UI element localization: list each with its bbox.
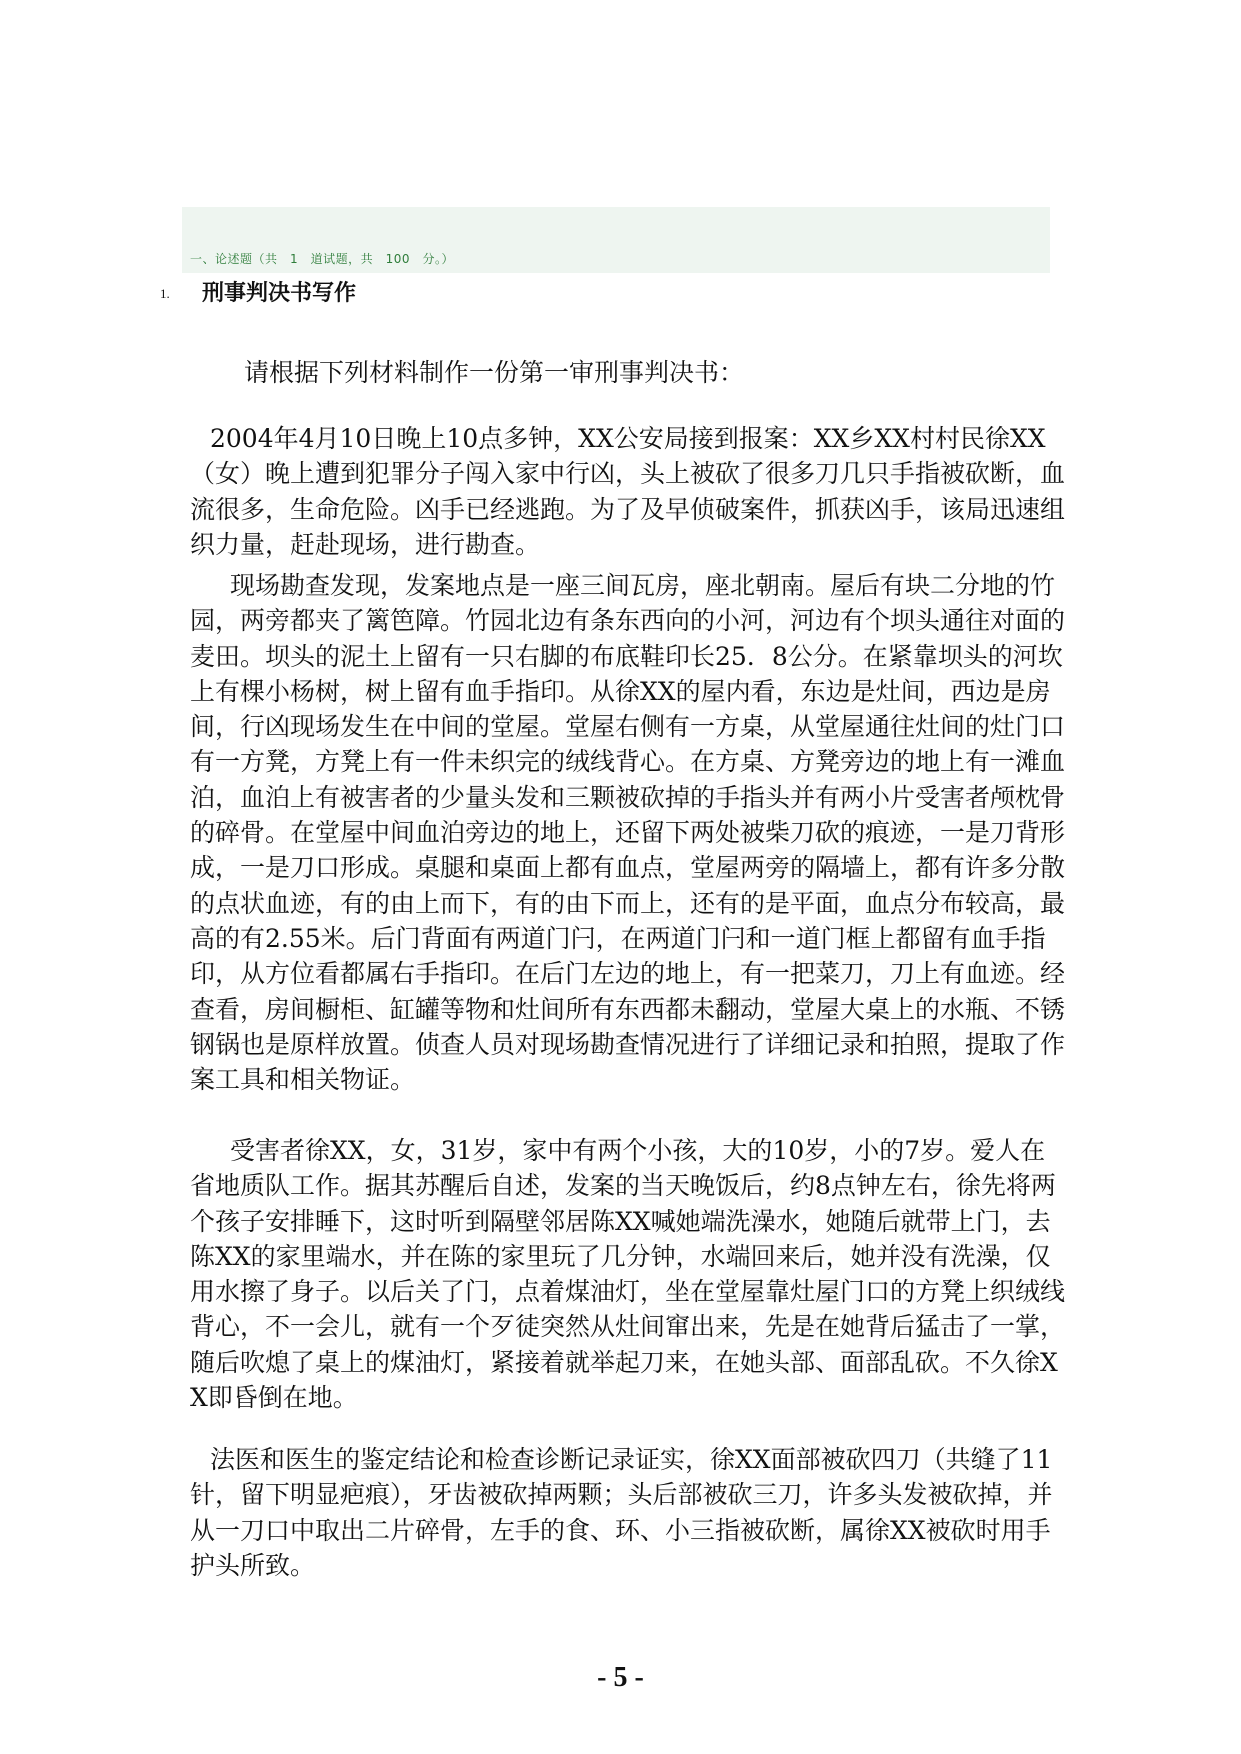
paragraph-scene-investigation: 现场勘查发现，发案地点是一座三间瓦房，座北朝南。屋后有块二分地的竹园，两旁都夹了篱笆障。竹园北边有条东西向的小河，河边有个坝头通往对面的麦田。坝头的泥土上留有一只右脚的布底鞋印长25．8公分。在紧靠坝头的河坎上有棵小杨树，树上留有血手指印。从徐XX的屋内看，东边是灶间，西边是房间，行凶现场发生在中间的堂屋。堂屋右侧有一方桌，从堂屋通往灶间的灶门口有一方凳，方凳上有一件未织完的绒线背心。在方桌、方凳旁边的地上有一滩血泊，血泊上有被害者的少量头发和三颗被砍掉的手指头并有两小片受害者颅枕骨的碎骨。在堂屋中间血泊旁边的地上，还留下两处被柴刀砍的痕迹，一是刀背形成，一是刀口形成。桌腿和桌面上都有血点，堂屋两旁的隔墙上，都有许多分散的点状血迹，有的由上而下，有的由下而上，还有的是平面，血点分布较高，最高的有2.55米。后门背面有两道门闩，在两道门闩和一道门框上都留有血手指印，从方位看都属右手指印。在后门左边的地上，有一把菜刀，刀上有血迹。经查看，房间橱柜、缸罐等物和灶间所有东西都未翻动，堂屋大桌上的水瓶、不锈钢锅也是原样放置。侦查人员对现场勘查情况进行了详细记录和拍照，提取了作案工具和相关物证。: [190, 571, 1066, 1095]
paragraph-victim-statement: 受害者徐XX，女，31岁，家中有两个小孩，大的10岁，小的7岁。爱人在省地质队工作。据其苏醒后自述，发案的当天晚饭后，约8点钟左右，徐先将两个孩子安排睡下，这时听到隔壁邻居陈XX喊她端洗澡水，她随后就带上门，去陈XX的家里端水，并在陈的家里玩了几分钟，水端回来后，她并没有洗澡，仅用水擦了身子。以后关了门，点着煤油灯，坐在堂屋靠灶屋门口的方凳上织绒线背心，不一会儿，就有一个歹徒突然从灶间窜出来，先是在她背后猛击了一掌，随后吹熄了桌上的煤油灯，紧接着就举起刀来，在她头部、面部乱砍。不久徐XX即昏倒在地。: [190, 1136, 1066, 1413]
question-instruction: 请根据下列材料制作一份第一审刑事判决书：: [244, 358, 745, 387]
question-title: 刑事判决书写作: [202, 281, 357, 306]
page-number: - 5 -: [597, 1662, 644, 1693]
section-header: 一、论述题（共 1 道试题，共 100 分。）: [190, 252, 455, 266]
paragraph-report: 2004年4月10日晚上10点多钟，XX公安局接到报案：XX乡XX村村民徐XX（女）晚上遭到犯罪分子闯入家中行凶，头上被砍了很多刀几只手指被砍断，血流很多，生命危险。凶手已经逃跑。为了及早侦破案件，抓获凶手，该局迅速组织力量，赶赴现场，进行勘查。: [190, 424, 1066, 559]
paragraph-forensic-findings: 法医和医生的鉴定结论和检查诊断记录证实，徐XX面部被砍四刀（共缝了11针，留下明显疤痕），牙齿被砍掉两颗；头后部被砍三刀，许多头发被砍掉，并从一刀口中取出二片碎骨，左手的食、环、小三指被砍断，属徐XX被砍时用手护头所致。: [190, 1445, 1053, 1580]
question-number: 1.: [160, 286, 170, 301]
